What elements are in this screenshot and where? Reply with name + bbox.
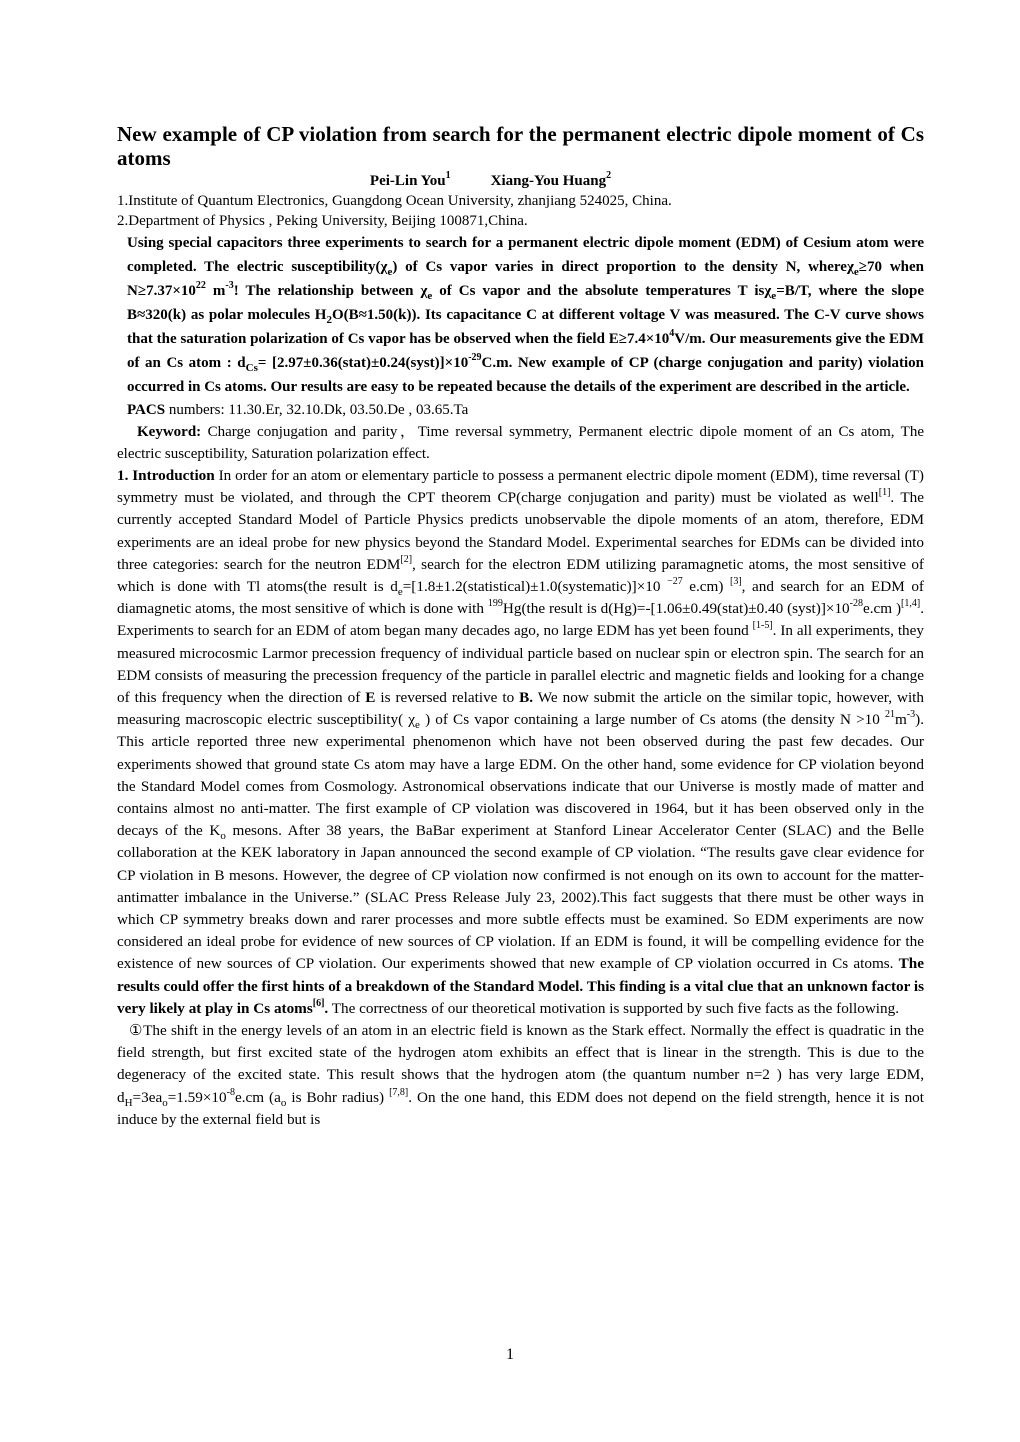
affiliation-2: 2.Department of Physics , Peking University, Beijing 100871,China. bbox=[117, 213, 528, 229]
author-2-affiliation-mark: 2 bbox=[606, 170, 612, 181]
introduction-paragraph-2: ①The shift in the energy levels of an atom in an electric field is known as the Stark effect. Normally the effect is quadratic in the field strength, but first excited state of the hydrogen atom exhibits an effect that is linear in the strength. This is due to the degeneracy of the excited state. This result shows that the hydrogen atom (the quantum number n=2 ) has very large EDM, $d_H=3ea_o=1.59\times 10^{-8}e.cm$ ($a_o$ is Bohr radius) [7,8]. On the one hand, this EDM does not depend on the field strength, hence it is not induce by the external field but is bbox=[117, 1022, 924, 1128]
keywords: Keyword: Charge conjugation and parity，Time reversal symmetry, Permanent electric dipole moment of an Cs atom, The electric susceptibility, Saturation polarization effect. bbox=[117, 424, 924, 462]
introduction-paragraph-1: 1. Introduction In order for an atom or elementary particle to possess a permanent electric dipole moment (EDM), time reversal (T) symmetry must be violated, and through the CPT theorem CP(charge conjugation and parity) must be violated as well[1]. The currently accepted Standard Model of Particle Physics predicts unobservable the dipole moments of an atom, therefore, EDM experiments are an ideal probe for new physics beyond the Standard Model. Experimental searches for EDMs can be divided into three categories: search for the neutron EDM[2], search for the electron EDM utilizing paramagnetic atoms, the most sensitive of which is done with Tl atoms(the result is $d_e=[1.8\pm 1.2(statistical)\pm 1.0(systematic)]\times 10$ $^{-27}$ e.cm) [3], and search for an EDM of diamagnetic atoms, the most sensitive of which is done with $^{199}$Hg(the result is d(Hg)=-[1.06±0.49(stat)±0.40 $(syst)]\times 10^{-28}e.cm$ )[1,4]. Experiments to search for an EDM of atom began many decades ago, no large EDM has yet been found [1-5]. In all experiments, they measured microcosmic Larmor precession frequency of individual particle based on nuclear spin or electron spin. The search for an EDM consists of measuring the precession frequency of the particle in parallel electric and magnetic fields and looking for a change of this frequency when the direction of E is reversed relative to B. We now submit the article on the similar topic, however, with measuring macroscopic electric susceptibility( $\chi_e$ ) of Cs vapor containing a large number of Cs atoms (the density N >10 $^{21}m^{-3}$). This article reported three new experimental phenomenon which have not been observed during the past few decades. Our experiments showed that ground state Cs atom may have a large EDM. On the other hand, some evidence for CP violation beyond the Standard Model comes from Cosmology. Astronomical observations indicate that our Universe is mostly made of matter and contains almost no anti-matter. The first example of CP violation was discovered in 1964, but it has been observed only in the decays of the $K_o$ mesons. After 38 years, the BaBar experiment at Stanford Linear Accelerator Center (SLAC) and the Belle collaboration at the KEK laboratory in Japan announced the second example of CP violation. “The results gave clear evidence for CP violation in B mesons. However, the degree of CP violation now confirmed is not enough on its own to account for the matter-antimatter imbalance in the Universe.” (SLAC Press Release July 23, 2002).This fact suggests that there must be other ways in which CP symmetry breaks down and rarer processes and more subtle effects must be examined. So EDM experiments are now considered an ideal probe for evidence of new sources of CP violation. If an EDM is found, it will be compelling evidence for the existence of new sources of CP violation. Our experiments showed that new example of CP violation occurred in Cs atoms. The results could offer the first hints of a breakdown of the Standard Model. This finding is a vital clue that an unknown factor is very likely at play in Cs atoms[6]. The correctness of our theoretical motivation is supported by such five facts as the following. bbox=[117, 467, 924, 1017]
affiliation-1: 1.Institute of Quantum Electronics, Guangdong Ocean University, zhanjiang 524025, China. bbox=[117, 193, 672, 209]
paper-title: New example of CP violation from search for the permanent electric dipole moment of Cs atoms bbox=[117, 122, 924, 170]
author-line bbox=[57, 171, 924, 191]
paper-page bbox=[117, 122, 924, 1131]
author-1: Pei-Lin You bbox=[369, 173, 446, 189]
author-2: Xiang-You Huang bbox=[490, 173, 607, 189]
introduction-heading: 1. Introduction bbox=[117, 467, 215, 484]
author-1-affiliation-mark: 1 bbox=[445, 170, 451, 181]
abstract: Using special capacitors three experiments to search for a permanent electric dipole moment (EDM) of Cesium atom were completed. The electric $susceptibility(\chi_e)$ of Cs vapor varies in direct proportion to the density N, whereχ$_e$≥70 when $N\ge 7.37\times 10^{22}$ $m^{-3}$! The relationship between $\chi_e$ of Cs vapor and the absolute temperatures T isχ$_e$=B/T, where the slope B≈320(k) as polar molecules $H_2O(B\approx 1.50(k))$. Its capacitance C at different voltage V was measured. The C-V curve shows that the saturation polarization of Cs vapor has be observed when the field $E\ge 7.4\times 10^4V/m$. Our measurements give the EDM of an Cs atom : $d_{Cs}=$ $[2.97\pm 0.36(stat)\pm 0.24(syst)]\times 10^{-29}C.m$. New example of CP (charge conjugation and parity) violation occurred in Cs atoms. Our results are easy to be repeated because the details of the experiment are described in the article. bbox=[127, 235, 925, 395]
pacs-line: PACS numbers: 11.30.Er, 32.10.Dk, 03.50.De , 03.65.Ta bbox=[127, 402, 469, 418]
page-number: 1 bbox=[506, 1346, 514, 1363]
